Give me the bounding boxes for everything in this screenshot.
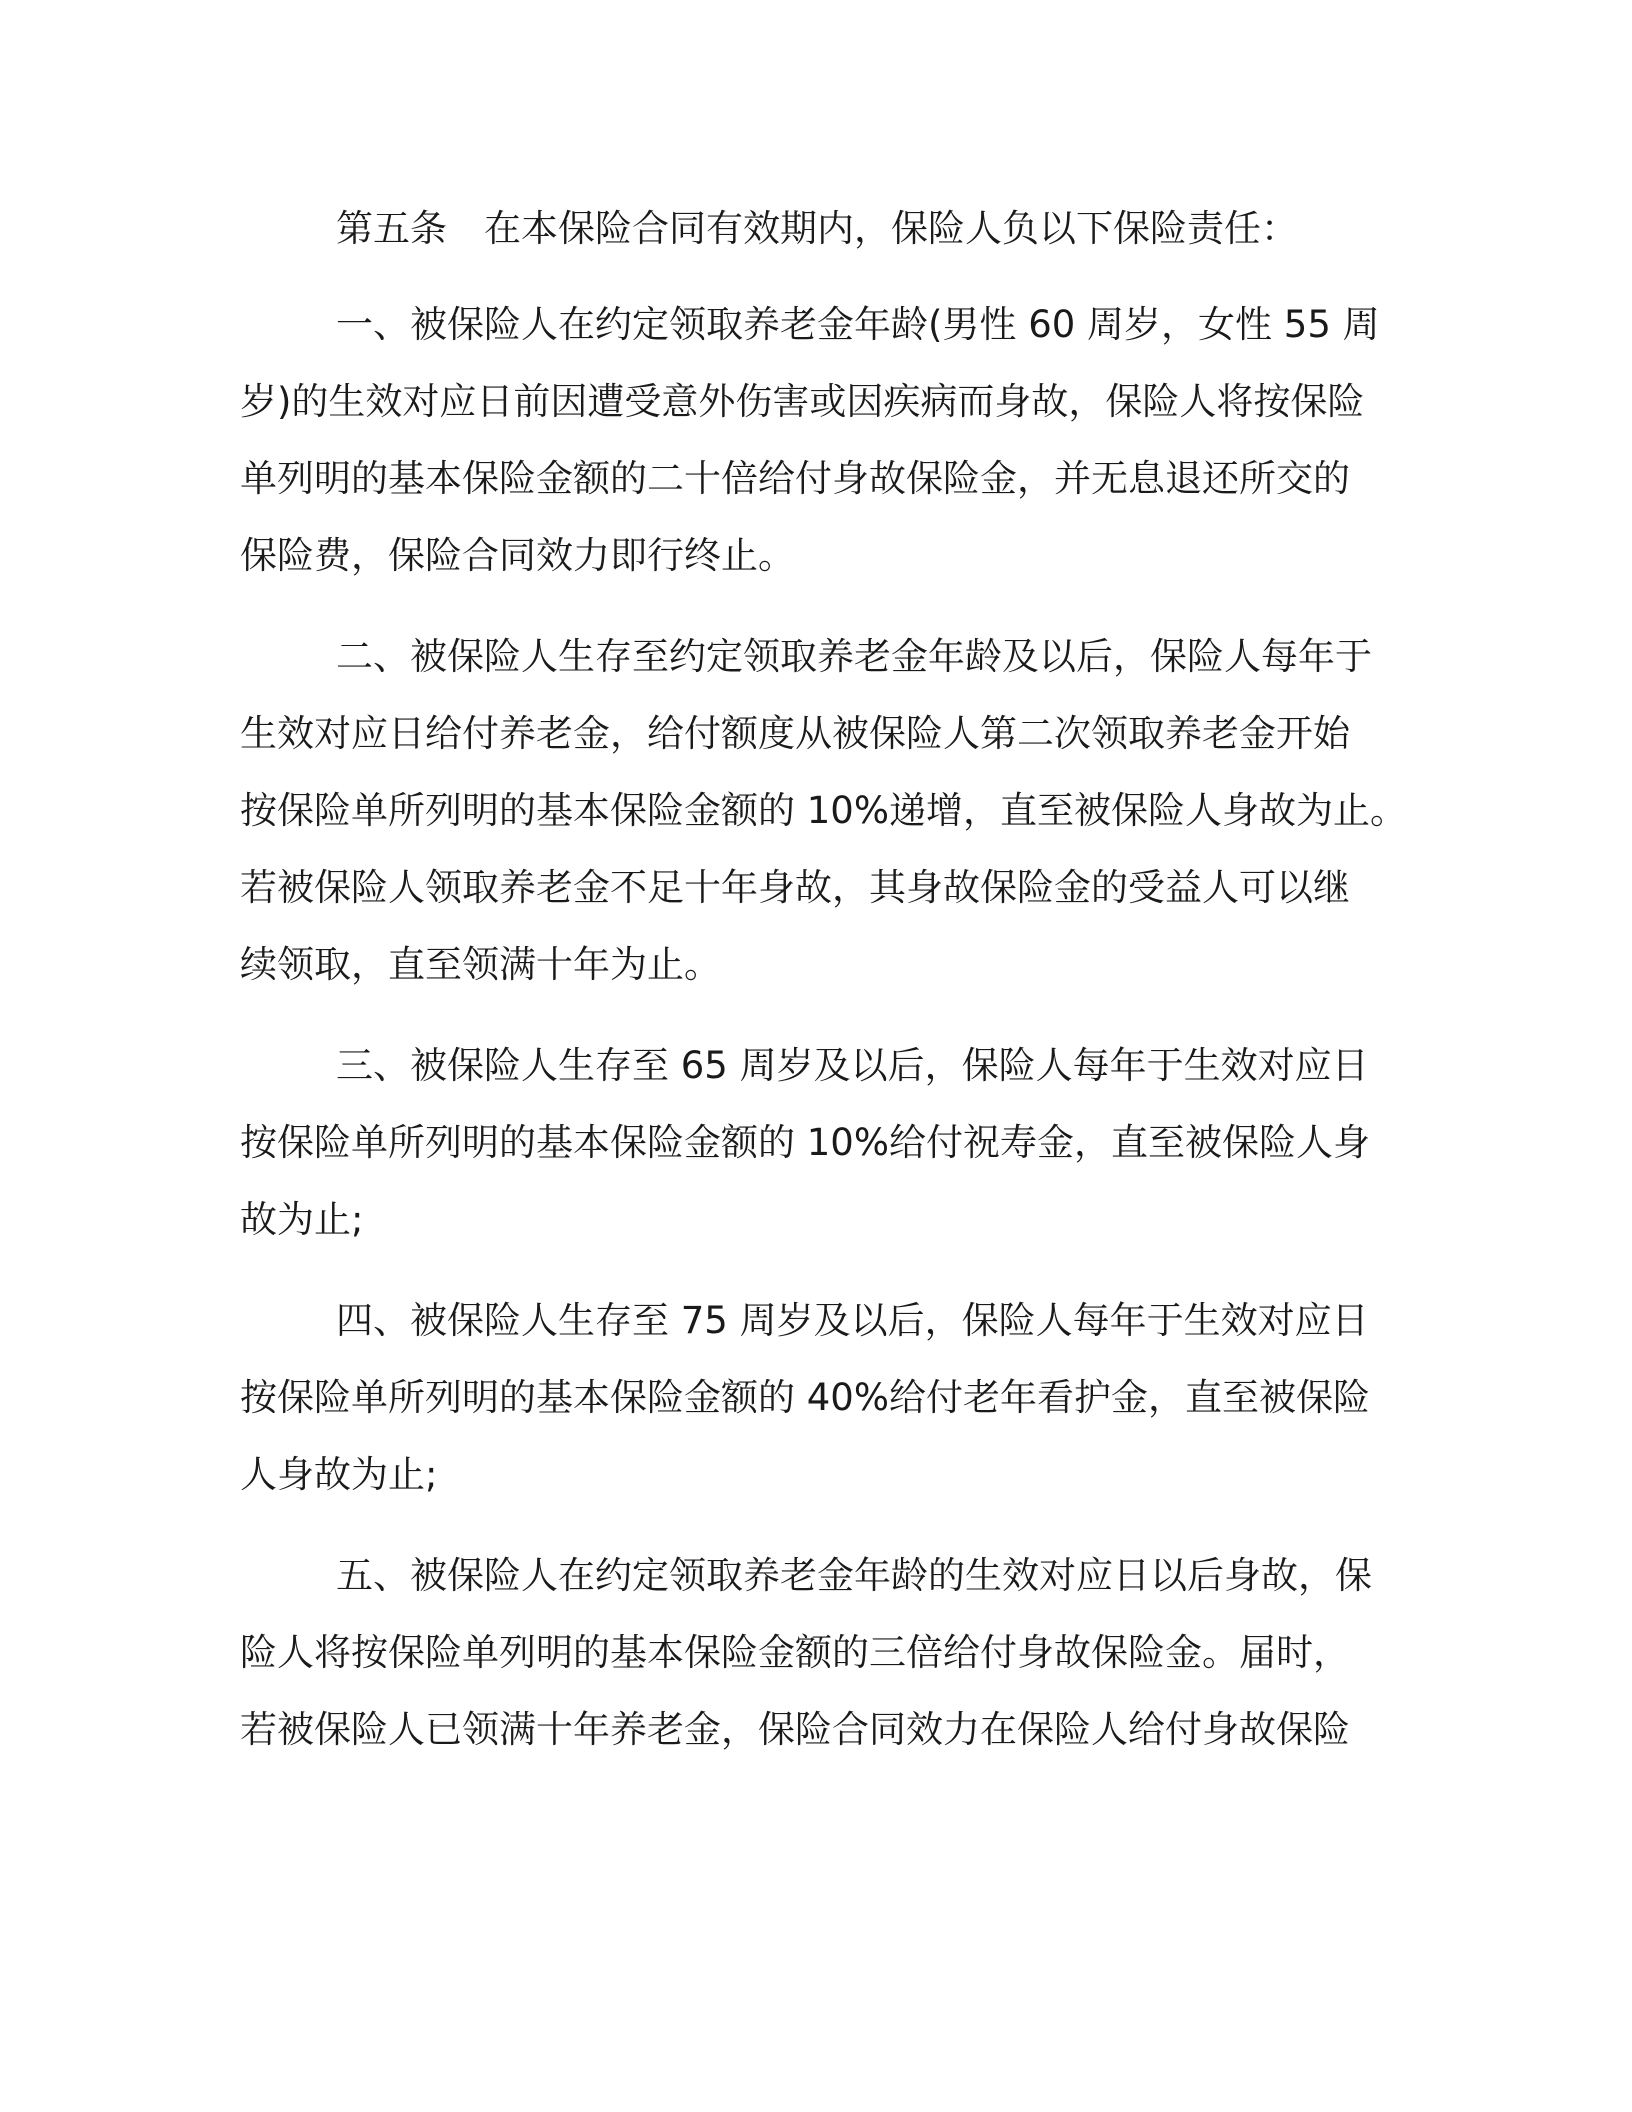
clause-4-line: 按保险单所列明的基本保险金额的 40%给付老年看护金，直至被保险 (240, 1376, 1370, 1419)
clause-2 (240, 618, 1407, 1003)
clause-4-line: 人身故为止; (240, 1453, 438, 1496)
clause-2-line: 按保险单所列明的基本保险金额的 10%递增，直至被保险人身故为止。 (240, 789, 1407, 832)
clause-3-line: 按保险单所列明的基本保险金额的 10%给付祝寿金，直至被保险人身 (240, 1121, 1370, 1164)
clause-4-line: 四、被保险人生存至 75 周岁及以后，保险人每年于生效对应日 (336, 1299, 1369, 1342)
document-page (240, 190, 1407, 1792)
clause-1-line: 单列明的基本保险金额的二十倍给付身故保险金，并无息退还所交的 (240, 457, 1350, 500)
clause-2-line: 二、被保险人生存至约定领取养老金年龄及以后，保险人每年于 (336, 635, 1372, 678)
clause-1-line: 保险费，保险合同效力即行终止。 (240, 534, 795, 577)
clause-5 (240, 1537, 1380, 1768)
clause-1-line: 一、被保险人在约定领取养老金年龄(男性 60 周岁，女性 55 周 (336, 303, 1380, 346)
article-heading: 第五条 在本保险合同有效期内，保险人负以下保险责任： (336, 207, 1298, 250)
clause-5-line: 险人将按保险单列明的基本保险金额的三倍给付身故保险金。届时， (240, 1631, 1350, 1674)
clause-4 (240, 1282, 1380, 1513)
clause-1-line: 岁)的生效对应日前因遭受意外伤害或因疾病而身故，保险人将按保险 (240, 380, 1365, 423)
clause-3-line: 三、被保险人生存至 65 周岁及以后，保险人每年于生效对应日 (336, 1044, 1369, 1087)
clause-5-line: 五、被保险人在约定领取养老金年龄的生效对应日以后身故，保 (336, 1554, 1372, 1597)
clause-3 (240, 1027, 1380, 1258)
clause-2-line: 生效对应日给付养老金，给付额度从被保险人第二次领取养老金开始 (240, 712, 1350, 755)
clause-1 (240, 286, 1380, 594)
clause-5-line: 若被保险人已领满十年养老金，保险合同效力在保险人给付身故保险 (240, 1708, 1350, 1751)
clause-2-line: 续领取，直至领满十年为止。 (240, 943, 721, 986)
clause-3-line: 故为止; (240, 1198, 364, 1241)
clause-2-line: 若被保险人领取养老金不足十年身故，其身故保险金的受益人可以继 (240, 866, 1350, 909)
